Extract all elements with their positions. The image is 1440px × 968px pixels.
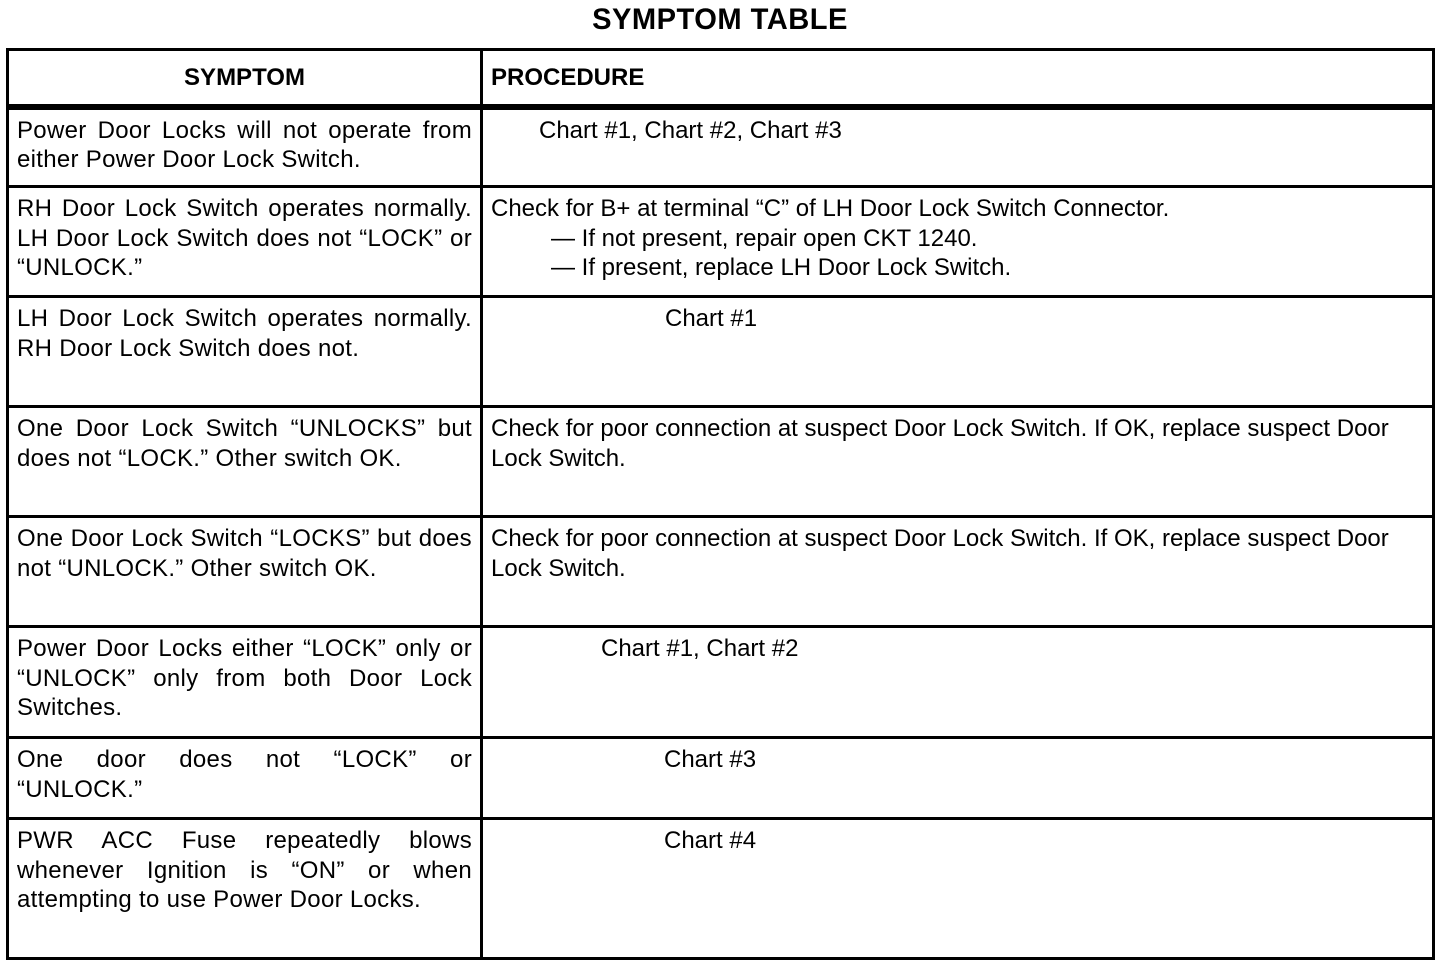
table-row xyxy=(8,107,1434,187)
procedure-text: Chart #1, Chart #2, Chart #3 xyxy=(539,116,842,144)
table-row xyxy=(8,738,1434,819)
procedure-text: Chart #3 xyxy=(664,746,757,773)
symptom-cell: One door does not “LOCK” or “UNLOCK.” xyxy=(8,738,482,819)
procedure-text: Chart #1 xyxy=(665,305,758,332)
procedure-cell xyxy=(482,738,1434,819)
procedure-cell xyxy=(482,819,1434,959)
page-title: SYMPTOM TABLE xyxy=(592,3,848,36)
column-header-symptom: SYMPTOM xyxy=(8,50,482,107)
symptom-cell: LH Door Lock Switch operates normally. RH Door Lock Switch does not. xyxy=(8,297,482,407)
table-row xyxy=(8,187,1434,297)
symptom-cell: One Door Lock Switch “LOCKS” but does not “UNLOCK.” Other switch OK. xyxy=(8,517,482,627)
symptom-cell: Power Door Locks will not operate from either Power Door Lock Switch. xyxy=(8,107,482,187)
procedure-text: Check for B+ at terminal “C” of LH Door Lock Switch Connector. xyxy=(491,195,1170,222)
procedure-subitem: — If present, replace LH Door Lock Switch. xyxy=(551,254,1012,281)
procedure-cell: Check for poor connection at suspect Door Lock Switch. If OK, replace suspect Door Lock Switch. xyxy=(482,407,1434,517)
procedure-text: Chart #4 xyxy=(664,827,757,854)
symptom-cell: PWR ACC Fuse repeatedly blows whenever Ignition is “ON” or when attempting to use Power Door Locks. xyxy=(8,819,482,959)
procedure-cell xyxy=(482,297,1434,407)
symptom-cell: Power Door Locks either “LOCK” only or “UNLOCK” only from both Door Lock Switches. xyxy=(8,627,482,738)
procedure-cell xyxy=(482,107,1434,187)
table-row xyxy=(8,297,1434,407)
symptom-cell: One Door Lock Switch “UNLOCKS” but does not “LOCK.” Other switch OK. xyxy=(8,407,482,517)
procedure-subitem: — If not present, repair open CKT 1240. xyxy=(551,224,978,252)
column-header-procedure: PROCEDURE xyxy=(482,50,1434,107)
table-row xyxy=(8,517,1434,627)
table-row xyxy=(8,819,1434,959)
procedure-text: Chart #1, Chart #2 xyxy=(601,635,799,662)
table-header-row xyxy=(8,50,1434,107)
procedure-cell xyxy=(482,627,1434,738)
procedure-cell xyxy=(482,187,1434,297)
symptom-cell: RH Door Lock Switch operates normally. LH Door Lock Switch does not “LOCK” or “UNLOCK.” xyxy=(8,187,482,297)
table-row xyxy=(8,627,1434,738)
table-row xyxy=(8,407,1434,517)
procedure-cell: Check for poor connection at suspect Door Lock Switch. If OK, replace suspect Door Lock Switch. xyxy=(482,517,1434,627)
symptom-table xyxy=(6,48,1435,960)
